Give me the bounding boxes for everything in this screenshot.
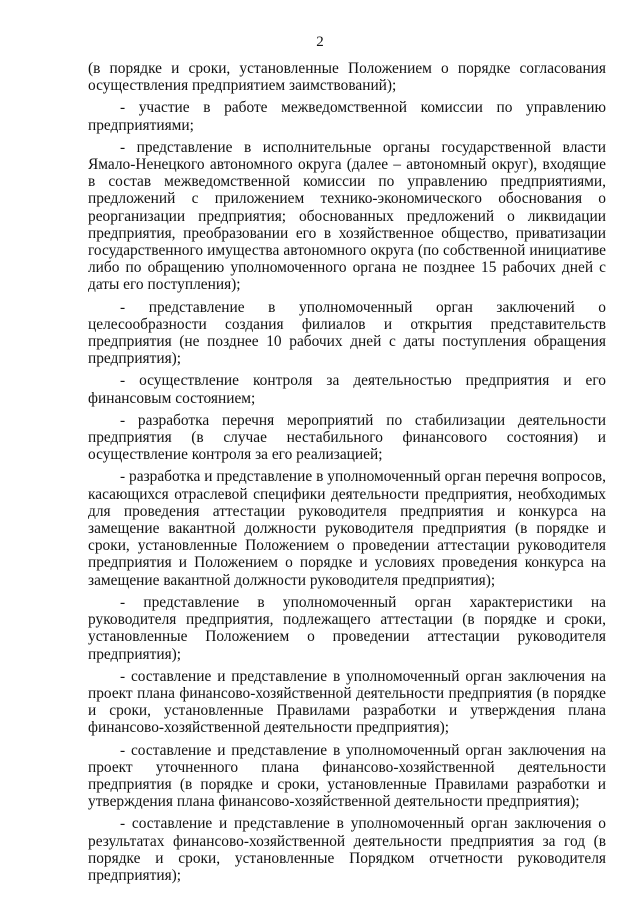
paragraph-commission-participation: - участие в работе межведомственной комиссии по управлению предприятиями;: [88, 99, 606, 134]
paragraph-financial-control: - осуществление контроля за деятельностью предприятия и его финансовым состоянием;: [88, 372, 606, 407]
paragraph-annual-results-conclusion: - составление и представление в уполномоченный орган заключения о результатах финансово-хозяйственной деятельности предприятия за год (в порядке и сроки, установленные Порядком отчетности руководителя предприятия);: [88, 815, 606, 884]
document-body: [88, 60, 606, 889]
paragraph-continued: (в порядке и сроки, установленные Положением о порядке согласования осуществления предприятием заимствований);: [88, 60, 606, 95]
paragraph-stabilization-measures: - разработка перечня мероприятий по стабилизации деятельности предприятия (в случае нестабильного финансового состояния) и осуществление контроля за его реализацией;: [88, 411, 606, 464]
paragraph-updated-plan-conclusion: - составление и представление в уполномоченный орган заключения на проект уточненного плана финансово-хозяйственной деятельности предприятия (в порядке и сроки, установленные Правилами разработки и утверждения плана финансово-хозяйственной деятельности предприятия);: [88, 741, 606, 811]
paragraph-reorganization-proposals: - представление в исполнительные органы государственной власти Ямало-Ненецкого автономного округа (далее – автономный округ), входящие в состав межведомственной комиссии по управлению предприятиями, предложений с приложением технико-экономического обоснования о реорганизации предприятия; обоснованных предложений о ликвидации предприятия, преобразовании его в хозяйственное общество, приватизации государственного имущества автономного округа (по собственной инициативе либо по обращению уполномоченного органа не позднее 15 рабочих дней с даты его поступления);: [88, 138, 606, 294]
paragraph-attestation-questions: - разработка и представление в уполномоченный орган перечня вопросов, касающихся отраслевой специфики деятельности предприятия, необходимых для проведения аттестации руководителя предприятия и конкурса на замещение вакантной должности руководителя предприятия (в порядке и сроки, установленные Положением о проведении аттестации руководителя предприятия и Положением о порядке и условиях проведения конкурса на замещение вакантной должности руководителя предприятия);: [88, 468, 606, 589]
paragraph-branch-conclusions: - представление в уполномоченный орган заключений о целесообразности создания филиалов и открытия представительств предприятия (не позднее 10 рабочих дней с даты поступления обращения предприятия);: [88, 298, 606, 368]
paragraph-director-characteristics: - представление в уполномоченный орган характеристики на руководителя предприятия, подлежащего аттестации (в порядке и сроки, установленные Положением о проведении аттестации руководителя предприятия);: [88, 593, 606, 663]
paragraph-plan-conclusion: - составление и представление в уполномоченный орган заключения на проект плана финансово-хозяйственной деятельности предприятия (в порядке и сроки, установленные Правилами разработки и утверждения плана финансово-хозяйственной деятельности предприятия);: [88, 667, 606, 737]
page-number: 2: [316, 34, 324, 50]
